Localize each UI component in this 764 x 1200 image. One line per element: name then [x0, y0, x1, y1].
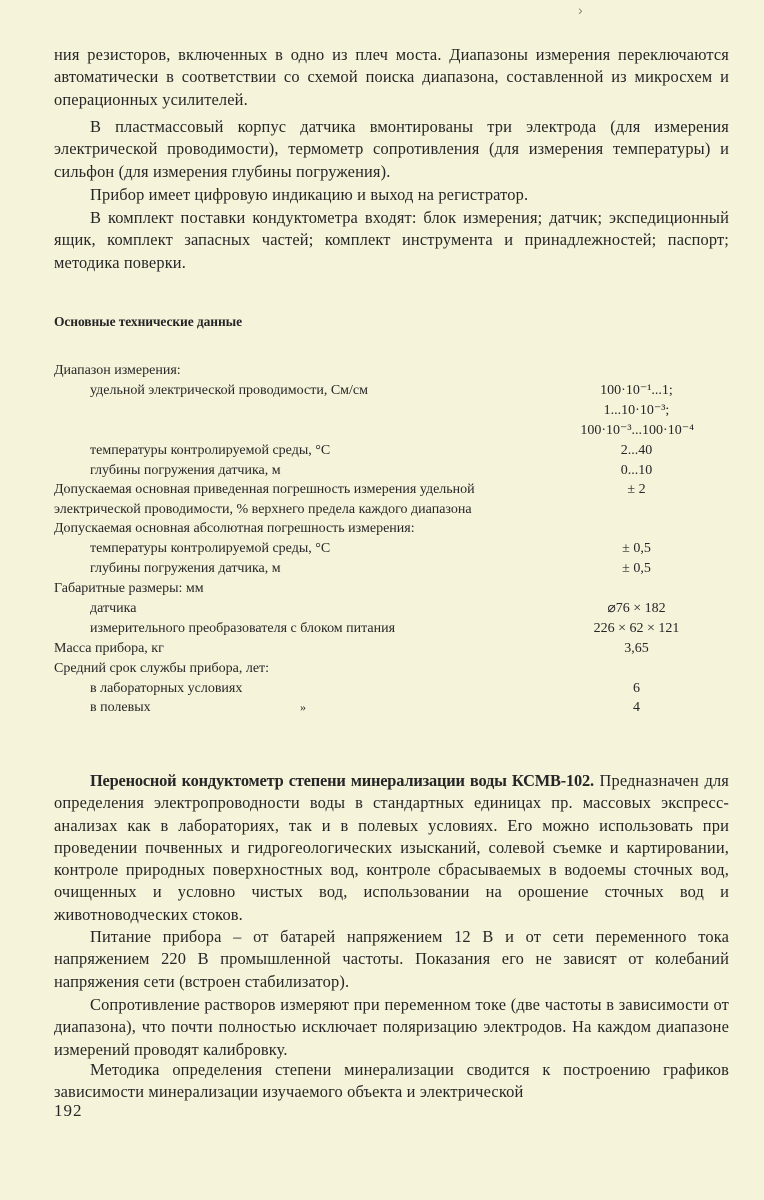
spec-label: удельной электрической проводимости, См/см: [90, 382, 368, 398]
spec-row: [54, 698, 694, 718]
spec-label: глубины погружения датчика, м: [90, 561, 281, 577]
spec-label: Масса прибора, кг: [54, 640, 164, 656]
spec-row: [54, 421, 694, 441]
spec-value: 4: [633, 700, 640, 716]
spec-row: [54, 361, 694, 381]
spec-row: [54, 381, 694, 401]
spec-row: [54, 441, 694, 461]
spec-value: ± 0,5: [622, 561, 651, 577]
spec-label: в лабораторных условиях: [90, 680, 243, 696]
intro-paragraph-1: ния резисторов, включенных в одно из плеч моста. Диапазоны измерения переключаются автоматически в соответствии со схемой поиска диапазона, составленной из микросхем и операционных усилителей.: [54, 45, 729, 109]
corner-mark: ›: [578, 2, 583, 18]
spec-value: 1...10·10⁻³;: [603, 402, 670, 418]
spec-row: [54, 639, 694, 659]
spec-row: [54, 599, 694, 619]
spec-value: ± 0,5: [622, 541, 651, 557]
spec-row: [54, 619, 694, 639]
intro-paragraph-2: В пластмассовый корпус датчика вмонтированы три электрода (для измерения электрической проводимости), термометр сопротивления (для измерения температуры) и сильфон (для измерения глубины погружения).: [54, 117, 729, 181]
spec-value: 226 × 62 × 121: [593, 620, 680, 636]
spec-value: 100·10⁻¹...1;: [600, 382, 673, 398]
spec-value: 2...40: [620, 442, 653, 458]
spec-label: Средний срок службы прибора, лет:: [54, 660, 270, 676]
spec-label: в полевых: [90, 700, 151, 716]
spec-row: [54, 539, 694, 559]
spec-label: Допускаемая основная абсолютная погрешность измерения:: [54, 521, 415, 537]
spec-row: [54, 679, 694, 699]
ksmv-paragraph-4: Методика определения степени минерализации сводится к построению графиков зависимости минерализации изучаемого объекта и электрической: [54, 1060, 729, 1102]
ditto-mark: »: [300, 700, 306, 715]
ksmv-description: Предназначен для определения электропроводности воды в стандартных единицах пр. массовых экспресс-анализах как в лабораториях, так и в полевых условиях. Его можно использовать при проведении почвенных и гидрогеологических изысканий, солевой съемке и картировании, контроле природных поверхностных вод, контроле сбрасываемых в водоемы сточных вод, очищенных и условно чистых вод, использовании на орошение сточных вод и животноводческих стоков.: [54, 771, 729, 924]
spec-row: [54, 480, 694, 519]
spec-row: [54, 579, 694, 599]
ksmv-paragraph-3: Сопротивление растворов измеряют при переменном токе (две частоты в зависимости от диапазона), что почти полностью исключает поляризацию электродов. На каждом диапазоне измерений проводят калибровку.: [54, 995, 729, 1059]
page-number: 192: [54, 1101, 83, 1120]
ksmv-paragraph-2: Питание прибора – от батарей напряжением 12 В и от сети переменного тока напряжением 220 В промышленной частоты. Показания его не зависят от колебаний напряжения сети (встроен стабилизатор).: [54, 927, 729, 991]
spec-label: датчика: [90, 600, 137, 616]
spec-label: Диапазон измерения:: [54, 363, 181, 378]
spec-value: ± 2: [627, 482, 646, 498]
spec-row: [54, 461, 694, 481]
spec-label: температуры контролируемой среды, °С: [90, 541, 331, 557]
spec-value: 100·10⁻³...100·10⁻⁴: [580, 422, 694, 438]
spec-label: глубины погружения датчика, м: [90, 462, 281, 478]
spec-label: температуры контролируемой среды, °С: [90, 442, 331, 458]
spec-label: Габаритные размеры: мм: [54, 580, 204, 596]
specs-title: Основные технические данные: [54, 314, 242, 329]
spec-value: 3,65: [624, 640, 649, 656]
intro-paragraph-4: В комплект поставки кондуктометра входят: блок измерения; датчик; экспедиционный ящик, комплект запасных частей; комплект инструмента и принадлежностей; паспорт; методика поверки.: [54, 208, 729, 272]
spec-value: 0...10: [620, 462, 653, 478]
spec-row: [54, 401, 694, 421]
ksmv-paragraph-1: [54, 770, 729, 926]
spec-value: ⌀76 × 182: [607, 600, 666, 616]
intro-paragraph-3: Прибор имеет цифровую индикацию и выход на регистратор.: [90, 185, 529, 204]
spec-value: 6: [633, 680, 640, 696]
specs-table: [54, 361, 694, 718]
spec-label: Допускаемая основная приведенная погрешность измерения удельной электрической проводимости, % верхнего предела каждого диапазона: [54, 482, 475, 517]
spec-row: [54, 659, 694, 679]
ksmv-device-title: Переносной кондуктометр степени минерализации воды КСМВ-102.: [90, 771, 594, 790]
spec-row: [54, 519, 694, 539]
spec-label: измерительного преобразователя с блоком питания: [90, 620, 396, 636]
spec-row: [54, 559, 694, 579]
